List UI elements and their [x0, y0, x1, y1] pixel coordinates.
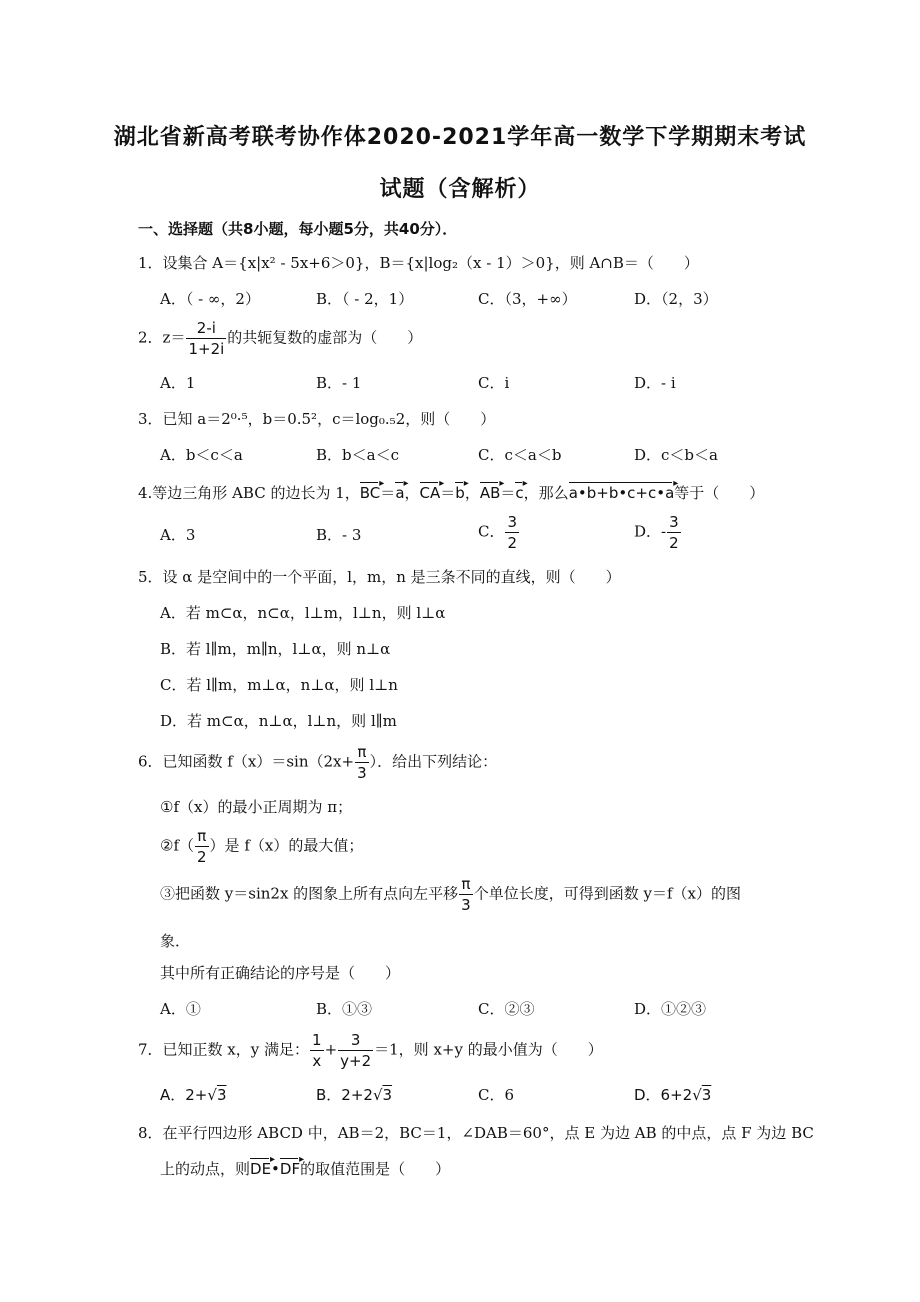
question-4-option-d-fraction	[667, 512, 681, 553]
question-6-statement-1: ①f（x）的最小正周期为 π；	[160, 798, 353, 816]
question-3-option-d: D．c＜b＜a	[634, 446, 718, 464]
vector-ca: CA ▸	[420, 482, 441, 504]
question-2-denominator: 1+2i	[188, 340, 225, 358]
question-7-option-b-radicand: 3	[382, 1086, 393, 1104]
question-8-line-2-prefix: 上的动点，则	[160, 1160, 251, 1178]
question-2-prefix: 2．z＝	[138, 328, 186, 347]
question-6-statement-2-fraction	[195, 826, 209, 867]
vector-a: a ▸	[395, 482, 404, 504]
question-4-option-c-numerator: 3	[507, 513, 518, 531]
question-7-option-c: C．6	[478, 1086, 515, 1104]
question-1-option-d: D．（2，3）	[634, 290, 718, 308]
vector-c: c ▸	[515, 482, 523, 504]
question-5-stem: 5．设 α 是空间中的一个平面，l，m，n 是三条不同的直线，则（ ）	[138, 568, 621, 586]
dot-operator: •	[271, 1160, 280, 1178]
question-6-statement-2-denominator: 2	[197, 848, 207, 866]
question-2-option-c: C．i	[478, 374, 510, 392]
question-4-option-b: B．- 3	[316, 526, 362, 544]
question-2-suffix: 的共轭复数的虚部为（ ）	[227, 328, 423, 347]
question-2-option-d: D．- i	[634, 374, 676, 392]
question-3-option-b: B．b＜a＜c	[316, 446, 399, 464]
question-4-option-c-label: C．	[478, 522, 505, 541]
question-1-stem: 1．设集合 A＝{x|x² - 5x+6＞0}，B＝{x|log₂（x - 1）＞0}，则 A∩B＝（ ）	[138, 254, 699, 272]
question-4-suffix: 等于（ ）	[674, 484, 765, 502]
question-6-statement-3-fraction	[459, 874, 473, 915]
question-6-option-b: B．①③	[316, 1000, 373, 1018]
question-2-fraction	[186, 318, 226, 359]
question-6-statement-2-suffix: ）是 f（x）的最大值；	[209, 836, 364, 855]
question-6-option-c: C．②③	[478, 1000, 535, 1018]
question-6-statement-3-continued: 象．	[160, 932, 191, 950]
question-1-option-c: C．（3，+∞）	[478, 290, 577, 308]
question-7-option-a-prefix: A．2+√	[160, 1086, 217, 1104]
question-7-option-d-prefix: D．6+2√	[634, 1086, 702, 1104]
question-7-fraction-1-numerator: 1	[312, 1031, 322, 1049]
question-6-numerator: π	[355, 742, 369, 763]
question-4-option-d-label: D．-	[634, 522, 667, 541]
question-7-option-d	[634, 1084, 711, 1106]
question-4-option-c-denominator: 2	[507, 534, 518, 552]
question-6-statement-3-denominator: 3	[461, 896, 471, 914]
question-2-stem	[138, 318, 422, 359]
question-6-statement-3-suffix: 个单位长度，可得到函数 y＝f（x）的图	[473, 884, 741, 903]
question-4-option-c-fraction	[505, 512, 519, 553]
question-4-option-c	[478, 512, 520, 553]
question-6-option-d: D．①②③	[634, 1000, 707, 1018]
question-7-fraction-2-denominator: y+2	[340, 1052, 372, 1070]
question-7-plus: +	[324, 1040, 338, 1059]
question-8-line-2-suffix: 的取值范围是（ ）	[300, 1160, 451, 1178]
question-7-option-b	[316, 1084, 392, 1106]
question-5-option-b: B．若 l∥m，m∥n，l⊥α，则 n⊥α	[160, 640, 391, 658]
question-1-option-a: A．（ - ∞，2）	[160, 290, 260, 308]
question-4-mid: ，那么	[523, 484, 569, 502]
question-4-option-d-denominator: 2	[669, 534, 679, 552]
question-4-option-d-numerator: 3	[669, 513, 679, 531]
question-8-line-2	[160, 1158, 450, 1180]
question-7-stem	[138, 1030, 603, 1071]
question-6-fraction	[355, 742, 369, 783]
question-6-suffix: ）．给出下列结论：	[369, 752, 498, 771]
question-3-option-a: A．b＜c＜a	[160, 446, 243, 464]
vector-expression: a•b+b•c+c•a ▸	[569, 482, 675, 504]
question-5-option-d: D．若 m⊂α，n⊥α，l⊥n，则 l∥m	[160, 712, 397, 730]
question-6-denominator: 3	[357, 764, 367, 782]
document-title-line-1: 湖北省新高考联考协作体2020-2021学年高一数学下学期期末考试	[113, 125, 807, 150]
question-5-option-c: C．若 l∥m，m⊥α，n⊥α，则 l⊥n	[160, 676, 398, 694]
vector-bc: BC ▸	[360, 482, 381, 504]
section-heading: 一、选择题（共8小题，每小题5分，共40分）．	[138, 220, 458, 238]
question-7-fraction-1	[310, 1030, 324, 1071]
question-7-fraction-2-numerator: 3	[338, 1030, 373, 1051]
question-3-option-c: C．c＜a＜b	[478, 446, 562, 464]
question-5-option-a: A．若 m⊂α，n⊂α，l⊥m，l⊥n，则 l⊥α	[160, 604, 446, 622]
question-6-statement-2-numerator: π	[195, 826, 209, 847]
question-4-option-a: A．3	[160, 526, 196, 544]
question-6-prefix: 6．已知函数 f（x）＝sin（2x+	[138, 752, 355, 771]
question-7-suffix: ＝1，则 x+y 的最小值为（ ）	[374, 1040, 603, 1059]
question-7-option-d-radicand: 3	[701, 1086, 712, 1104]
question-7-option-a-radicand: 3	[216, 1086, 227, 1104]
question-6-statement-3	[160, 874, 741, 915]
question-6-statement-3-numerator: π	[459, 874, 473, 895]
vector-df: DF ▸	[280, 1158, 300, 1180]
question-6-stem	[138, 742, 497, 783]
question-6-statement-2-prefix: ②f（	[160, 836, 194, 855]
question-1-option-b: B．（ - 2，1）	[316, 290, 414, 308]
question-2-option-a: A．1	[160, 374, 196, 392]
question-4-stem: 4.等边三角形 ABC 的边长为 1，BC ▸＝a ▸，CA ▸＝b ▸，AB ▸＝c ▸，那么a•b+b•c+c•a ▸等于（ ）	[138, 482, 764, 504]
question-6-statement-3-prefix: ③把函数 y＝sin2x 的图象上所有点向左平移	[160, 884, 459, 903]
document-title-line-2: 试题（含解析）	[379, 177, 541, 202]
vector-b: b ▸	[455, 482, 465, 504]
vector-de: DE ▸	[250, 1158, 271, 1180]
question-6-statement-2	[160, 826, 363, 867]
question-7-option-b-prefix: B．2+2√	[316, 1086, 383, 1104]
question-7-prefix: 7．已知正数 x，y 满足：	[138, 1040, 310, 1059]
question-7-option-a	[160, 1084, 226, 1106]
question-7-fraction-1-denominator: x	[312, 1052, 322, 1070]
question-2-option-b: B．- 1	[316, 374, 362, 392]
question-8-line-1: 8．在平行四边形 ABCD 中，AB＝2，BC＝1，∠DAB＝60°，点 E 为边 AB 的中点，点 F 为边 BC	[138, 1124, 814, 1142]
question-7-fraction-2	[338, 1030, 373, 1071]
question-6-ask: 其中所有正确结论的序号是（ ）	[160, 964, 401, 982]
vector-ab: AB ▸	[480, 482, 501, 504]
question-4-option-d	[634, 512, 682, 553]
question-2-numerator: 2-i	[186, 318, 226, 339]
question-4-prefix: 4.等边三角形 ABC 的边长为 1，	[138, 484, 360, 502]
question-3-stem: 3．已知 a＝2⁰·⁵，b＝0.5²，c＝log₀.₅2，则（ ）	[138, 410, 496, 428]
question-6-option-a: A．①	[160, 1000, 201, 1018]
